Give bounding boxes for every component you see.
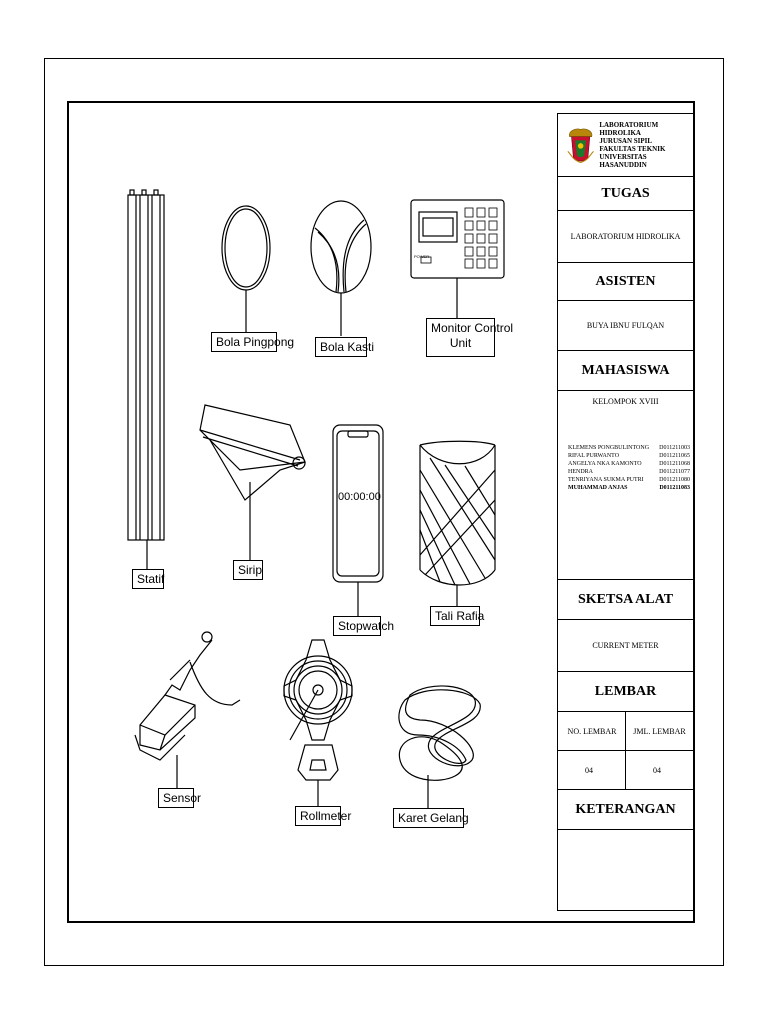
label-sirip: Sirip (233, 560, 263, 580)
sensor-drawing (135, 632, 240, 788)
karet-gelang-drawing (399, 686, 480, 808)
sketsa-heading: SKETSA ALAT (558, 580, 693, 620)
member-row (568, 444, 690, 452)
tugas-heading: TUGAS (558, 177, 693, 211)
title-block (557, 113, 694, 911)
member-name: RIFAL PURWANTO (568, 453, 620, 459)
label-tali-rafia: Tali Rafia (430, 606, 480, 626)
sketsa-value: CURRENT METER (558, 620, 693, 672)
keterangan-heading: KETERANGAN (558, 790, 693, 830)
monitor-power-label: POWER (414, 254, 430, 259)
member-name: KLEMENS PONGBULINTONG (568, 445, 650, 451)
university-logo-icon (566, 122, 595, 168)
tugas-value: LABORATORIUM HIDROLIKA (558, 211, 693, 263)
rollmeter-drawing (284, 640, 352, 806)
stopwatch-drawing (333, 425, 383, 616)
member-nim: D011211077 (659, 469, 690, 475)
member-name: HENDRA (568, 469, 593, 475)
label-monitor-line1: Monitor Control (431, 321, 514, 335)
label-bola-kasti: Bola Kasti (315, 337, 367, 357)
member-row (568, 476, 690, 484)
label-monitor-line2: Unit (449, 336, 472, 350)
lembar-label-row (558, 712, 693, 751)
kelompok-label: KELOMPOK XVIII (592, 397, 659, 406)
label-statif: Statif (132, 569, 164, 589)
institution-line-1: LABORATORIUM HIDROLIKA (599, 121, 659, 137)
lembar-value-row (558, 751, 693, 790)
label-stopwatch: Stopwatch (333, 616, 381, 636)
jml-lembar-label: JML. LEMBAR (633, 726, 686, 736)
institution-line-4: UNIVERSITAS HASANUDDIN (599, 153, 647, 169)
mahasiswa-heading: MAHASISWA (558, 351, 693, 391)
member-row (568, 468, 690, 476)
member-nim: D011211080 (659, 477, 690, 483)
member-name: TENRIYANA SUKMA PUTRI (568, 477, 644, 483)
member-nim: D011211003 (659, 445, 690, 451)
asisten-heading: ASISTEN (558, 263, 693, 301)
label-sensor: Sensor (158, 788, 194, 808)
bola-kasti-drawing (311, 201, 371, 336)
label-bola-pingpong: Bola Pingpong (211, 332, 277, 352)
member-row (568, 452, 690, 460)
lembar-heading: LEMBAR (558, 672, 693, 712)
sirip-drawing (200, 405, 305, 560)
member-list (568, 444, 690, 492)
label-karet-gelang: Karet Gelang (393, 808, 464, 828)
statif-drawing (128, 190, 164, 570)
stopwatch-display: 00:00:00 (338, 491, 381, 503)
asisten-value: BUYA IBNU FULQAN (558, 301, 693, 351)
no-lembar-value: 04 (585, 765, 593, 775)
member-name: ANGELYA NKA KAMONTO (568, 461, 642, 467)
member-row (568, 484, 690, 492)
tali-rafia-drawing (420, 441, 495, 606)
member-name: MUHAMMAD ANJAS (568, 485, 628, 491)
label-rollmeter: Rollmeter (295, 806, 341, 826)
jml-lembar-value: 04 (653, 765, 661, 775)
member-nim: D011211083 (659, 485, 690, 491)
member-row (568, 460, 690, 468)
no-lembar-label: NO. LEMBAR (567, 726, 617, 736)
institution-line-2: JURUSAN SIPIL (599, 137, 653, 145)
member-nim: D011211068 (659, 461, 690, 467)
member-nim: D011211065 (659, 453, 690, 459)
institution-text (599, 121, 693, 169)
institution-line-3: FAKULTAS TEKNIK (599, 145, 666, 153)
label-monitor-control-unit (426, 318, 514, 357)
monitor-control-unit-drawing (411, 200, 504, 318)
title-block-header (558, 114, 693, 177)
bola-pingpong-drawing (222, 206, 270, 332)
